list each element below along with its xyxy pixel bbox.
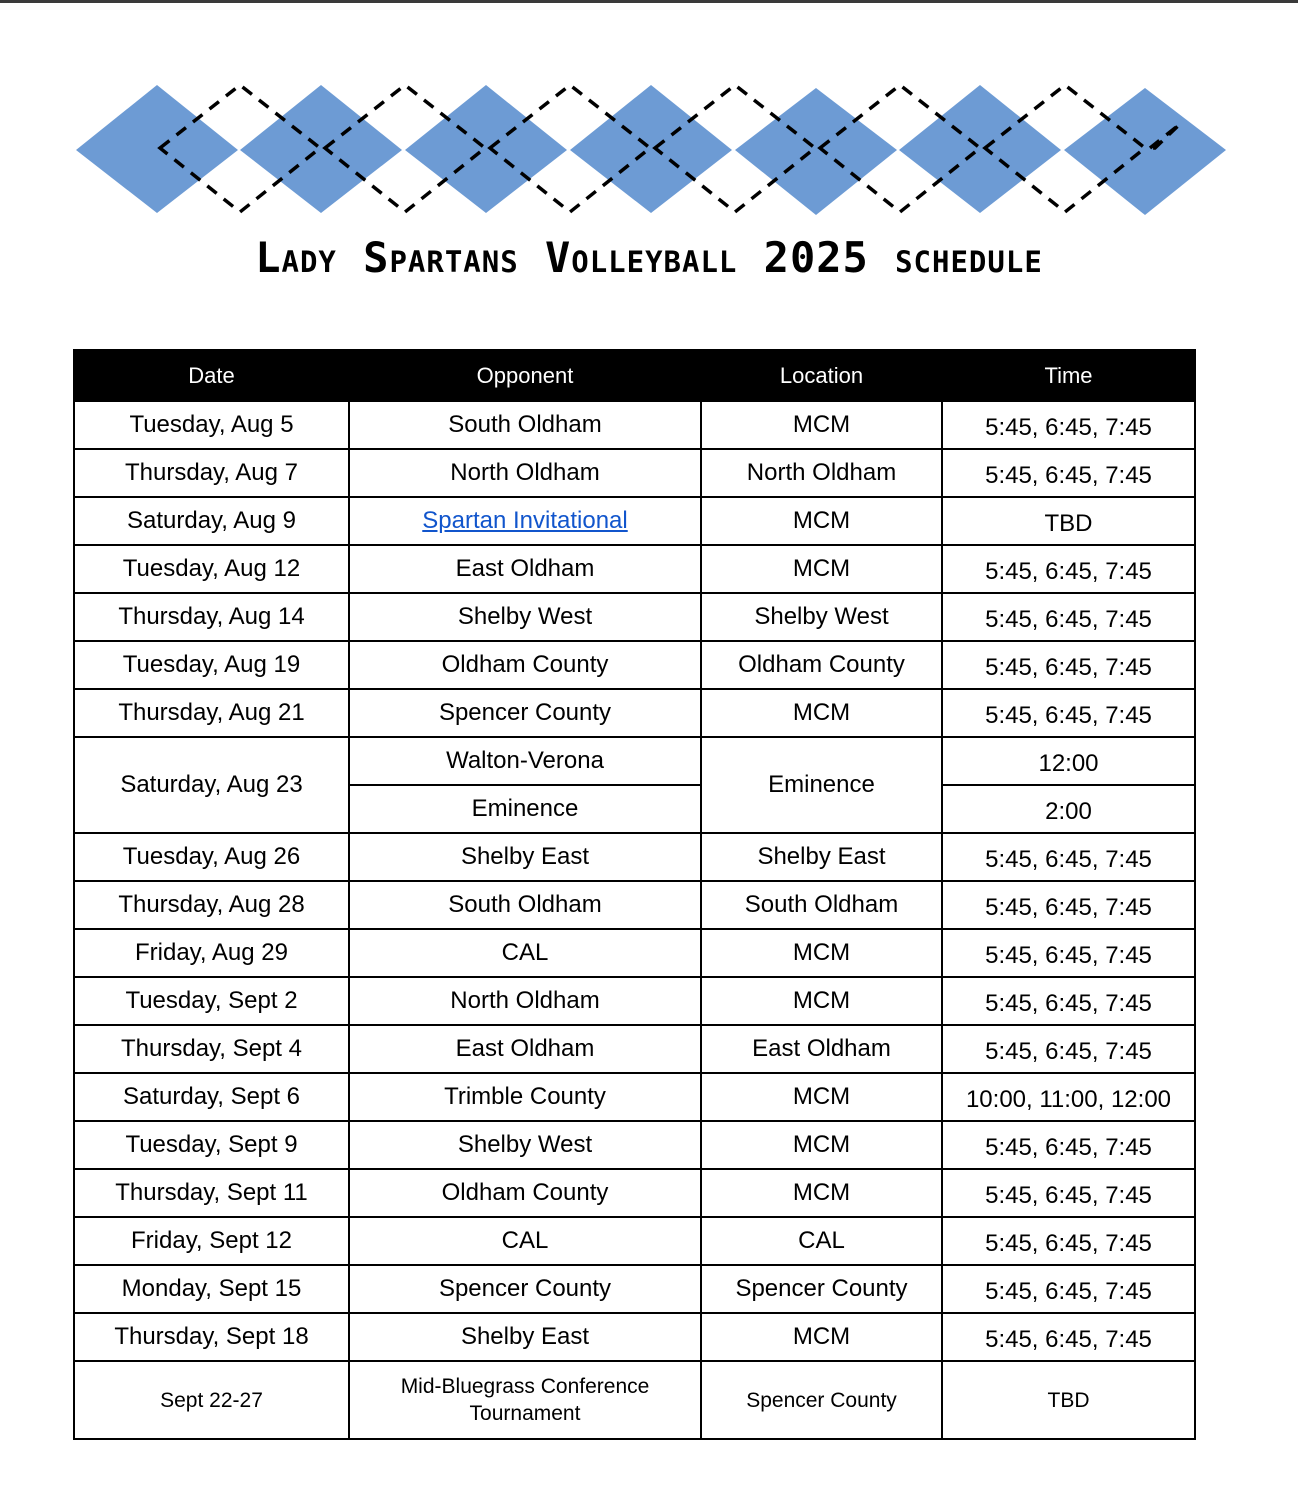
location-cell: Spencer County [701, 1361, 942, 1439]
time-cell: 5:45, 6:45, 7:45 [942, 881, 1195, 929]
location-cell: MCM [701, 1313, 942, 1361]
time-cell: 5:45, 6:45, 7:45 [942, 689, 1195, 737]
table-row [74, 689, 1195, 737]
table-row [74, 545, 1195, 593]
date-cell: Thursday, Sept 11 [74, 1169, 349, 1217]
date-cell: Sept 22-27 [74, 1361, 349, 1439]
time-cell: 5:45, 6:45, 7:45 [942, 545, 1195, 593]
opponent-cell: East Oldham [349, 1025, 701, 1073]
location-cell: East Oldham [701, 1025, 942, 1073]
opponent-cell: South Oldham [349, 401, 701, 449]
location-cell: MCM [701, 1121, 942, 1169]
date-cell: Tuesday, Aug 12 [74, 545, 349, 593]
location-cell: Shelby East [701, 833, 942, 881]
time-cell: 5:45, 6:45, 7:45 [942, 593, 1195, 641]
time-cell: 5:45, 6:45, 7:45 [942, 977, 1195, 1025]
column-header-opponent: Opponent [349, 350, 701, 401]
time-cell: 5:45, 6:45, 7:45 [942, 449, 1195, 497]
time-cell: 10:00, 11:00, 12:00 [942, 1073, 1195, 1121]
time-cell: TBD [942, 1361, 1195, 1439]
table-row [74, 929, 1195, 977]
opponent-cell: Shelby East [349, 833, 701, 881]
page-title: Lady Spartans Volleyball 2025 schedule [255, 233, 1043, 282]
location-cell: North Oldham [701, 449, 942, 497]
table-row [74, 1361, 1195, 1439]
location-cell: South Oldham [701, 881, 942, 929]
table-row [74, 1073, 1195, 1121]
opponent-cell: Trimble County [349, 1073, 701, 1121]
table-row [74, 1313, 1195, 1361]
location-cell: MCM [701, 545, 942, 593]
location-cell: MCM [701, 1073, 942, 1121]
date-cell: Saturday, Aug 23 [74, 737, 349, 833]
table-row [74, 593, 1195, 641]
opponent-cell: CAL [349, 1217, 701, 1265]
time-cell: 5:45, 6:45, 7:45 [942, 1121, 1195, 1169]
date-cell: Thursday, Aug 21 [74, 689, 349, 737]
date-cell: Thursday, Aug 14 [74, 593, 349, 641]
opponent-cell: South Oldham [349, 881, 701, 929]
date-cell: Tuesday, Aug 19 [74, 641, 349, 689]
date-cell: Friday, Sept 12 [74, 1217, 349, 1265]
opponent-cell: Eminence [349, 785, 701, 833]
time-cell: 5:45, 6:45, 7:45 [942, 1025, 1195, 1073]
location-cell: MCM [701, 401, 942, 449]
opponent-cell: North Oldham [349, 449, 701, 497]
location-cell: Oldham County [701, 641, 942, 689]
time-cell: 5:45, 6:45, 7:45 [942, 1313, 1195, 1361]
schedule-table [73, 349, 1196, 1440]
time-cell: 5:45, 6:45, 7:45 [942, 833, 1195, 881]
opponent-cell: CAL [349, 929, 701, 977]
location-cell: MCM [701, 1169, 942, 1217]
time-cell: 2:00 [942, 785, 1195, 833]
header-row [74, 350, 1195, 401]
column-header-location: Location [701, 350, 942, 401]
table-row [74, 641, 1195, 689]
time-cell: 5:45, 6:45, 7:45 [942, 641, 1195, 689]
opponent-cell: Shelby East [349, 1313, 701, 1361]
date-cell: Thursday, Sept 18 [74, 1313, 349, 1361]
location-cell: Eminence [701, 737, 942, 833]
column-header-time: Time [942, 350, 1195, 401]
table-row [74, 833, 1195, 881]
time-cell: 5:45, 6:45, 7:45 [942, 1265, 1195, 1313]
date-cell: Tuesday, Sept 9 [74, 1121, 349, 1169]
time-cell: TBD [942, 497, 1195, 545]
date-cell: Monday, Sept 15 [74, 1265, 349, 1313]
location-cell: MCM [701, 497, 942, 545]
table-row [74, 1025, 1195, 1073]
date-cell: Tuesday, Sept 2 [74, 977, 349, 1025]
argyle-banner [0, 0, 1298, 230]
opponent-cell [349, 497, 701, 545]
table-row [74, 449, 1195, 497]
date-cell: Saturday, Aug 9 [74, 497, 349, 545]
location-cell: MCM [701, 977, 942, 1025]
spartan-invitational-link[interactable]: Spartan Invitational [422, 507, 628, 534]
opponent-cell: Spencer County [349, 689, 701, 737]
time-cell: 5:45, 6:45, 7:45 [942, 401, 1195, 449]
date-cell: Thursday, Sept 4 [74, 1025, 349, 1073]
time-cell: 5:45, 6:45, 7:45 [942, 1169, 1195, 1217]
opponent-cell: Spencer County [349, 1265, 701, 1313]
date-cell: Tuesday, Aug 5 [74, 401, 349, 449]
location-cell: CAL [701, 1217, 942, 1265]
table-row [74, 977, 1195, 1025]
date-cell: Saturday, Sept 6 [74, 1073, 349, 1121]
opponent-cell: Oldham County [349, 641, 701, 689]
table-row [74, 1265, 1195, 1313]
table-row [74, 737, 1195, 785]
table-row [74, 1121, 1195, 1169]
location-cell: MCM [701, 929, 942, 977]
time-cell: 12:00 [942, 737, 1195, 785]
argyle-diamonds [76, 85, 1226, 215]
table-row [74, 1217, 1195, 1265]
date-cell: Friday, Aug 29 [74, 929, 349, 977]
opponent-cell: Shelby West [349, 1121, 701, 1169]
column-header-date: Date [74, 350, 349, 401]
opponent-cell: Oldham County [349, 1169, 701, 1217]
location-cell: Shelby West [701, 593, 942, 641]
opponent-cell: Walton-Verona [349, 737, 701, 785]
table-row [74, 401, 1195, 449]
date-cell: Thursday, Aug 28 [74, 881, 349, 929]
date-cell: Tuesday, Aug 26 [74, 833, 349, 881]
opponent-cell: Mid-Bluegrass Conference Tournament [349, 1361, 701, 1439]
date-cell: Thursday, Aug 7 [74, 449, 349, 497]
time-cell: 5:45, 6:45, 7:45 [942, 929, 1195, 977]
table-row [74, 1169, 1195, 1217]
opponent-cell: North Oldham [349, 977, 701, 1025]
time-cell: 5:45, 6:45, 7:45 [942, 1217, 1195, 1265]
location-cell: Spencer County [701, 1265, 942, 1313]
location-cell: MCM [701, 689, 942, 737]
table-row [74, 497, 1195, 545]
opponent-cell: Shelby West [349, 593, 701, 641]
table-row [74, 881, 1195, 929]
opponent-cell: East Oldham [349, 545, 701, 593]
